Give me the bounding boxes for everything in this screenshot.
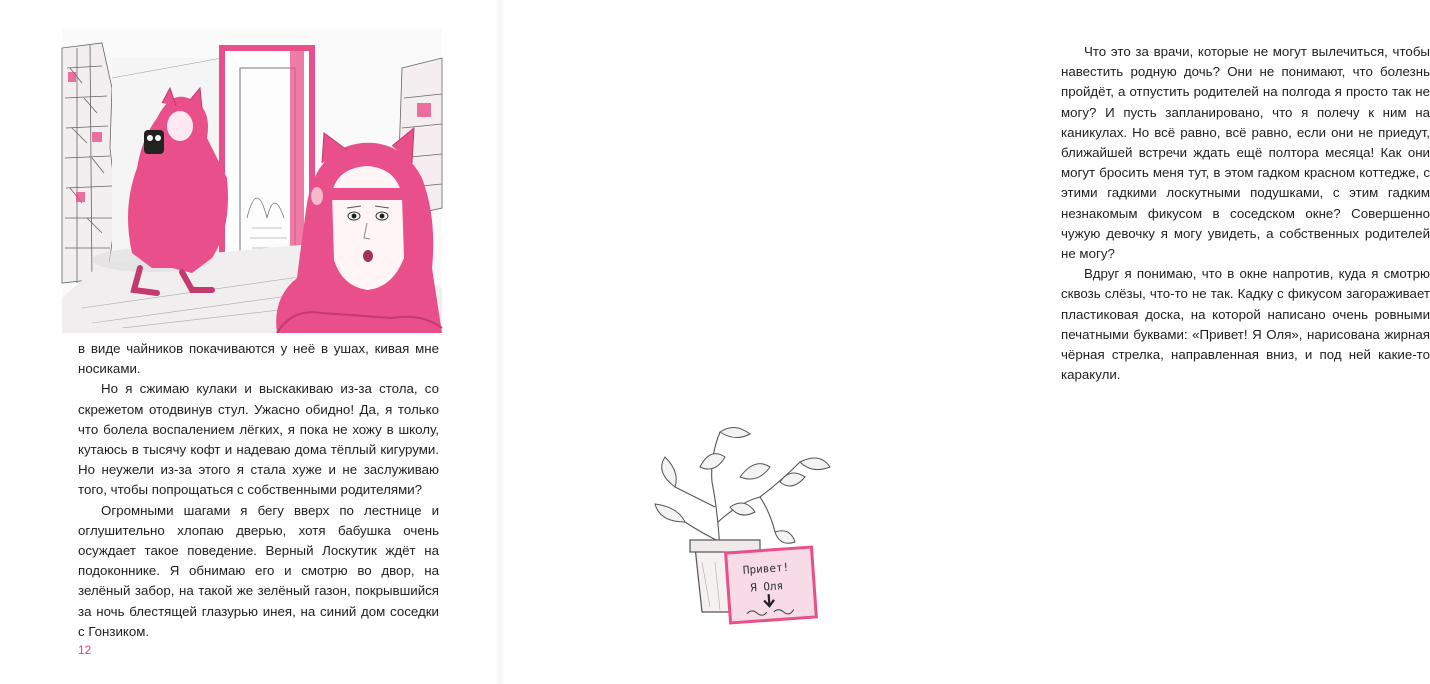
paragraph: Что это за врачи, которые не могут вылечиться, чтобы навестить родную дочь? Они не понимают, что болезнь пройдёт, а отпустить родителей на полгода я просто так не могу? И пусть запланировано, что я полечу к ним на каникулах. Но всё равно, всё равно, если они не приедут, ближайшей встречи ждать ещё полтора месяца! Как они могут бросить меня тут, в этом гадком красном коттедже, с этими гадкими лоскутными подушками, с этим гадким незнакомым фикусом в соседском окне? Совершенно чужую девочку я могу увидеть, а собственных родителей не могу? <box>1061 44 1430 262</box>
plastic-sign <box>726 547 817 623</box>
left-page <box>0 0 500 684</box>
sign-line-2: Я Оля <box>749 579 784 595</box>
page-number: 12 <box>78 643 92 657</box>
potted-plant-with-sign-illustration <box>640 412 840 630</box>
right-page-text <box>1061 42 1430 385</box>
paragraph: Но я сжимаю кулаки и выскакиваю из-за стола, со скрежетом отодвинув стул. Ужасно обидно! Да, я только что болела воспалением лёгких, я пока не хожу в школу, кутаюсь в тысячу кофт и надеваю дома тёплый кигуруми. Но неужели из-за этого я стала хуже и не заслуживаю того, чтобы попрощаться с собственными родителями? <box>78 381 439 498</box>
girl-in-pink-illustration <box>62 28 442 333</box>
paragraph: в виде чайников покачиваются у неё в ушах, кивая мне носиками. <box>78 341 439 377</box>
sign-line-1: Привет! <box>742 560 790 577</box>
left-page-text <box>78 339 439 642</box>
paragraph: Вдруг я понимаю, что в окне напротив, куда я смотрю сквозь слёзы, что-то не так. Кадку с фикусом загораживает пластиковая доска, на которой написано очень ровными печатными буквами: «Привет! Я Оля», нарисована жирная чёрная стрелка, направленная вниз, и под ней какие-то каракули. <box>1061 266 1430 383</box>
paragraph: Огромными шагами я бегу вверх по лестнице и оглушительно хлопаю дверью, хотя бабушка очень осуждает такое поведение. Верный Лоскутик ждёт на подоконнике. Я обнимаю его и смотрю во двор, на зелёный забор, на такой же зелёный газон, покрывшийся за ночь блестящей глазурью инея, на синий дом соседки с Гонзиком. <box>78 502 439 639</box>
window <box>222 48 312 278</box>
